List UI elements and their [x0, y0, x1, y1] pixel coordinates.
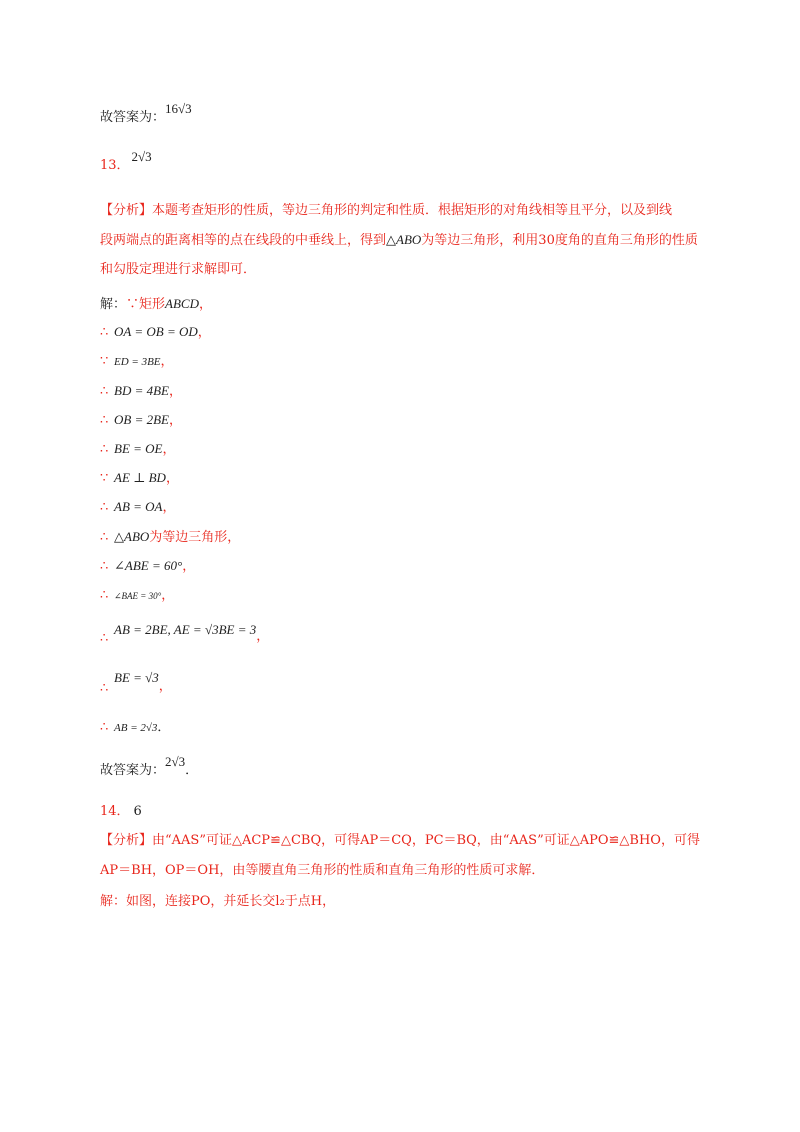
therefore-symbol: ∴	[100, 588, 109, 603]
step-tail: ，	[197, 325, 211, 340]
step-tail: ，	[162, 500, 176, 515]
step-tail: ，	[158, 679, 172, 694]
step-math: ED = 3BE	[114, 356, 161, 368]
q14-analysis-line1: 【分析】由“AAS”可证△ACP≌△CBQ，可得AP＝CQ，PC＝BQ，由“AAS”可证△APO≌△BHO，可得	[100, 833, 700, 848]
final-answer-tail: ．	[185, 763, 199, 778]
q13-step-4	[100, 410, 182, 431]
therefore-symbol: ∴	[100, 559, 109, 574]
solution-label: 解：	[100, 297, 127, 312]
q13-step-5	[100, 439, 176, 460]
therefore-symbol: ∴	[100, 442, 109, 457]
therefore-symbol: ∴	[100, 500, 109, 515]
analysis-text-3: 和勾股定理进行求解即可．	[100, 262, 257, 277]
step-math: △ABO	[114, 529, 150, 544]
analysis-math-abo: △ABO	[386, 232, 422, 247]
q14-header	[100, 802, 142, 822]
q13-step-10	[100, 586, 174, 606]
final-answer-value: 2√3	[165, 754, 186, 769]
q13-step-8	[100, 527, 240, 548]
q13-step-2	[100, 352, 174, 372]
q13-analysis-line1	[100, 196, 720, 225]
step-tail: ，	[161, 588, 175, 603]
q13-analysis-line3	[100, 255, 720, 284]
step-math: OA = OB = OD	[114, 324, 198, 339]
therefore-symbol: ∴	[100, 681, 109, 696]
therefore-symbol: ∴	[100, 720, 109, 735]
q13-analysis-line2	[100, 225, 720, 255]
therefore-symbol: ∴	[100, 631, 109, 646]
step-math: BE = √3	[114, 670, 159, 685]
analysis-text-2b: 为等边三角形，利用30度角的直角三角形的性质	[421, 233, 698, 248]
q14-number: 14．	[100, 804, 130, 819]
q13-step-12	[100, 668, 172, 696]
step-math: ∠BAE = 30°	[114, 591, 162, 601]
q14-analysis-line2: AP＝BH，OP＝OH，由等腰直角三角形的性质和直角三角形的性质可求解．	[100, 863, 545, 878]
therefore-symbol: ∴	[100, 384, 109, 399]
q14-solution: 解：如图，连接PO，并延长交l₂于点H，	[100, 894, 336, 909]
analysis-tag: 【分析】	[100, 203, 153, 218]
q13-analysis	[100, 196, 720, 284]
q13-number: 13．	[100, 158, 130, 173]
step-tail: ，	[165, 471, 179, 486]
step-math: BE = OE	[114, 441, 163, 456]
q13-step-9	[100, 556, 195, 577]
step-tail: ，	[162, 442, 176, 457]
q13-header	[100, 149, 152, 176]
step-tail: ，	[256, 629, 270, 644]
step-tail: ，	[160, 354, 174, 369]
q14-answer: 6	[133, 804, 142, 819]
analysis-text-2a: 段两端点的距离相等的点在线段的中垂线上，得到	[100, 233, 387, 248]
step-math: BD = 4BE	[114, 383, 169, 398]
because-symbol: ∵	[126, 297, 140, 312]
q13-step-0	[100, 294, 212, 315]
because-symbol: ∵	[100, 471, 109, 486]
therefore-symbol: ∴	[100, 413, 109, 428]
q13-step-13	[100, 718, 170, 738]
therefore-symbol: ∴	[100, 530, 109, 545]
step-text: 矩形	[139, 297, 166, 312]
because-symbol: ∵	[100, 354, 109, 369]
step-tail: ，	[182, 559, 196, 574]
step-math: AE ⊥ BD	[114, 470, 166, 485]
q12-answer-label: 故答案为：	[100, 110, 166, 125]
step-math: AB = OA	[114, 499, 163, 514]
q13-answer: 2√3	[131, 149, 152, 164]
step-math: AB = 2BE, AE = √3BE = 3	[114, 622, 257, 637]
step-math: AB = 2√3	[114, 722, 158, 734]
q12-answer-value: 16√3	[165, 101, 192, 116]
step-tail: ，	[168, 384, 182, 399]
therefore-symbol: ∴	[100, 325, 109, 340]
final-answer-label: 故答案为：	[100, 763, 166, 778]
q14-analysis	[100, 826, 720, 886]
step-tail: 为等边三角形，	[149, 530, 241, 545]
q13-step-11	[100, 620, 270, 646]
step-math: OB = 2BE	[114, 412, 169, 427]
step-math: ∠ABE = 60°	[114, 558, 183, 573]
step-tail: ．	[157, 720, 171, 735]
q12-answer-line	[100, 101, 192, 128]
q13-step-1	[100, 322, 211, 343]
q13-step-3	[100, 381, 182, 402]
q13-final-answer	[100, 754, 199, 781]
q13-step-7	[100, 497, 176, 518]
q13-step-6	[100, 468, 179, 489]
analysis-text-1: 本题考查矩形的性质，等边三角形的判定和性质．根据矩形的对角线相等且平分，以及到线	[152, 203, 673, 218]
step-tail: ，	[168, 413, 182, 428]
step-tail: ，	[199, 297, 213, 312]
step-math: ABCD	[165, 296, 199, 311]
